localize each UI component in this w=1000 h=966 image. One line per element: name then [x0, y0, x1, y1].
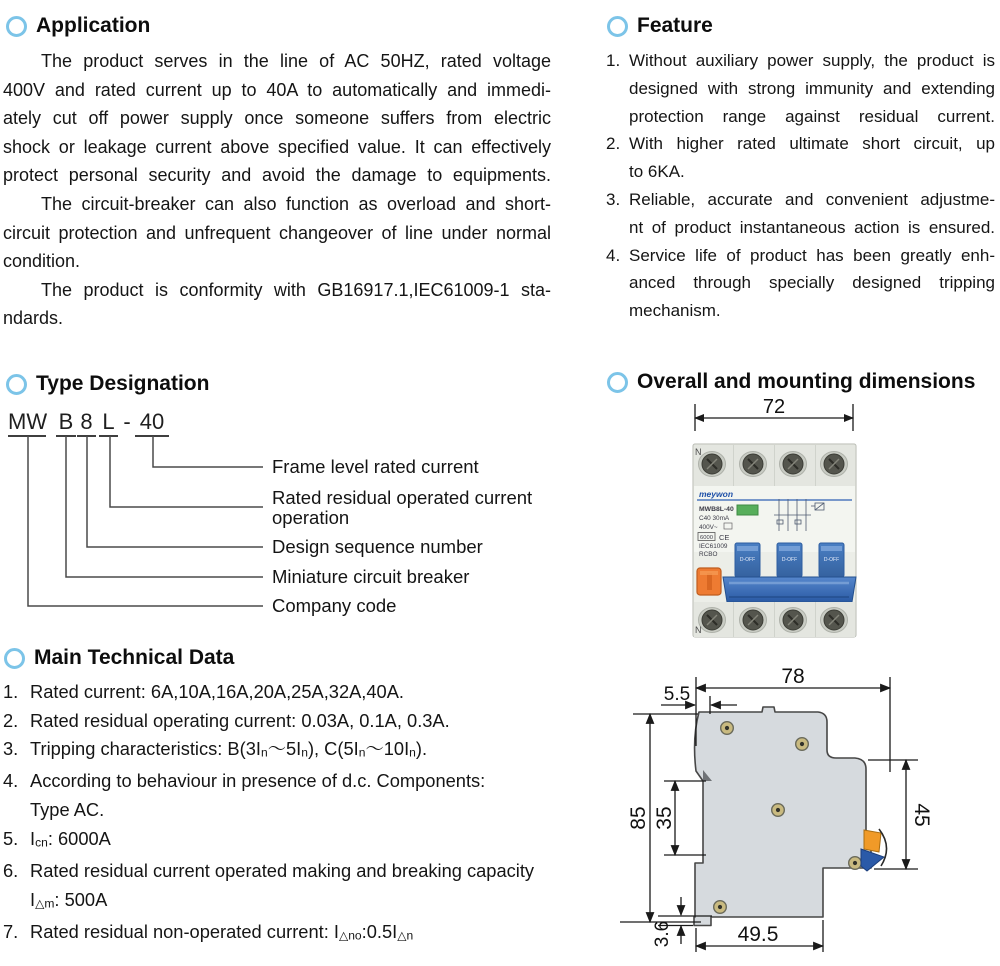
type-code-part: MW	[8, 409, 46, 437]
test-button-slot	[707, 573, 712, 590]
technical-item-text: Rated residual current operated making and breaking capacity I△m: 500A	[30, 859, 535, 911]
test-button-highlight	[700, 571, 718, 575]
feature-item	[606, 130, 995, 186]
type-code-part: 8	[77, 409, 96, 437]
type-label-line: Rated residual operated current	[272, 487, 533, 508]
technical-item-text: Icn: 6000A	[30, 827, 111, 850]
list-number: 1.	[606, 51, 621, 70]
list-number: 4.	[3, 770, 19, 792]
rating-text: C40 30mA	[699, 515, 730, 522]
product-photo	[640, 398, 900, 644]
list-number: 1.	[3, 681, 19, 702]
device-type-text: RCBO	[699, 551, 718, 558]
dim-top-offset: 5.5	[663, 684, 691, 705]
list-number: 5.	[3, 827, 19, 849]
technical-data-item	[3, 767, 563, 824]
dim-height: 85	[627, 806, 650, 830]
list-number: 2.	[3, 709, 19, 731]
technical-item-text: Rated current: 6A,10A,16A,20A,25A,32A,40A.	[30, 681, 404, 702]
type-label-design-sequence: Design sequence number	[272, 536, 483, 557]
type-code-part: 40	[135, 409, 169, 437]
type-label-line: operation	[272, 507, 350, 528]
feature-item-text: Service life of product has been greatly enh- anced through specially designed tripping mechanism.	[629, 245, 995, 321]
technical-data-item	[3, 735, 563, 767]
type-label-frame-current: Frame level rated current	[272, 456, 479, 477]
technical-data-item	[3, 825, 563, 857]
breaker-side-profile	[694, 707, 871, 926]
type-label-residual-current	[272, 488, 532, 528]
type-code-part: L	[99, 409, 118, 437]
application-heading-label: Application	[36, 14, 151, 37]
application-paragraph: The product serves in the line of AC 50HZ, rated voltage 400V and rated current up to 40A to automatically and immedi- ately cut off power supply once someone suffers from electric shock or leakage current above specified value. It can effectively protect personal security and avoid the damage to equipments.	[3, 51, 551, 186]
brand-logo-text: meywon	[699, 489, 734, 499]
type-designation-heading-label: Type Designation	[36, 372, 210, 395]
photo-width-value: 72	[762, 398, 786, 418]
technical-data-heading-label: Main Technical Data	[34, 646, 235, 669]
section-bullet-icon	[4, 648, 25, 669]
breaker-body	[693, 444, 856, 637]
dim-clip: 3.6	[652, 920, 673, 948]
side-view-handle	[861, 849, 884, 871]
top-terminal-block	[694, 445, 855, 486]
technical-data-item	[3, 678, 563, 707]
neutral-pole-label-bottom: N	[695, 625, 702, 635]
list-number: 2.	[606, 134, 621, 154]
list-number: 7.	[3, 920, 19, 942]
feature-heading-label: Feature	[637, 14, 713, 37]
list-number: 6.	[3, 859, 19, 881]
breaker-handles[interactable]	[723, 543, 856, 602]
type-code-connector-lines	[0, 436, 270, 616]
section-bullet-icon	[607, 16, 628, 37]
voltage-text: 400V~	[699, 524, 718, 531]
application-text	[3, 47, 551, 333]
technical-data-item	[3, 918, 563, 950]
feature-section-heading	[607, 14, 713, 38]
feature-item	[606, 186, 995, 242]
dimensions-section-heading	[607, 370, 975, 394]
technical-data-item	[3, 857, 563, 918]
handle-off-label: D-OFF	[739, 557, 756, 563]
feature-item-text: Reliable, accurate and convenient adjustme- nt of product instantaneous action is ensured.	[629, 189, 995, 237]
mounting-dimension-drawing	[598, 652, 1000, 966]
technical-data-list	[3, 678, 563, 950]
section-bullet-icon	[6, 374, 27, 395]
dim-top-width: 78	[781, 665, 805, 688]
status-indicator-window	[737, 505, 758, 515]
technical-data-item	[3, 707, 563, 736]
breaking-capacity-text: 6000	[700, 535, 713, 541]
dim-waist: 35	[653, 806, 676, 830]
type-designation-section-heading	[6, 372, 209, 396]
feature-list	[606, 47, 995, 325]
dim-bottom-width: 49.5	[737, 923, 779, 946]
technical-item-text: Rated residual non-operated current: I△no:0.5I△n	[30, 920, 414, 943]
feature-item	[606, 242, 995, 325]
ce-mark: CE	[719, 533, 730, 542]
type-label-miniature-breaker: Miniature circuit breaker	[272, 566, 470, 587]
technical-item-text: According to behaviour in presence of d.c. Components: Type AC.	[30, 770, 486, 821]
standard-text: IEC61009	[699, 543, 728, 550]
feature-item-text: Without auxiliary power supply, the product is designed with strong immunity and extending protection range against residual current.	[629, 51, 995, 126]
handle-tie-bar[interactable]	[723, 577, 856, 602]
technical-item-text: Tripping characteristics: B(3In～5In), C(5In～10In).	[30, 738, 428, 760]
application-section-heading	[6, 14, 150, 38]
type-label-company-code: Company code	[272, 595, 397, 616]
handle-off-label: D-OFF	[781, 557, 798, 563]
dim-face-height: 45	[910, 803, 933, 827]
handle-off-label: D-OFF	[823, 557, 840, 563]
type-code-row	[0, 409, 190, 436]
technical-data-section-heading	[4, 646, 234, 670]
section-bullet-icon	[607, 372, 628, 393]
model-text: MWB8L-40	[699, 506, 734, 513]
feature-item	[606, 47, 995, 130]
type-code-part: B	[56, 409, 76, 437]
side-view-test-button	[864, 830, 881, 852]
application-paragraph: The circuit-breaker can also function as overload and short- circuit protection and unfrequent changeover of line under normal condition.	[3, 193, 551, 272]
neutral-pole-label-top: N	[695, 447, 702, 457]
technical-item-text: Rated residual operating current: 0.03A, 0.1A, 0.3A.	[30, 709, 450, 731]
list-number: 4.	[606, 245, 621, 265]
feature-item-text: With higher rated ultimate short circuit, up to 6KA.	[629, 134, 995, 182]
bottom-terminal-block	[694, 602, 855, 637]
dimensions-heading-label: Overall and mounting dimensions	[637, 370, 976, 393]
section-bullet-icon	[6, 16, 27, 37]
list-number: 3.	[3, 738, 19, 760]
list-number: 3.	[606, 189, 621, 209]
application-paragraph: The product is conformity with GB16917.1,IEC61009-1 sta- ndards.	[3, 279, 551, 329]
type-code-part: -	[123, 409, 131, 434]
